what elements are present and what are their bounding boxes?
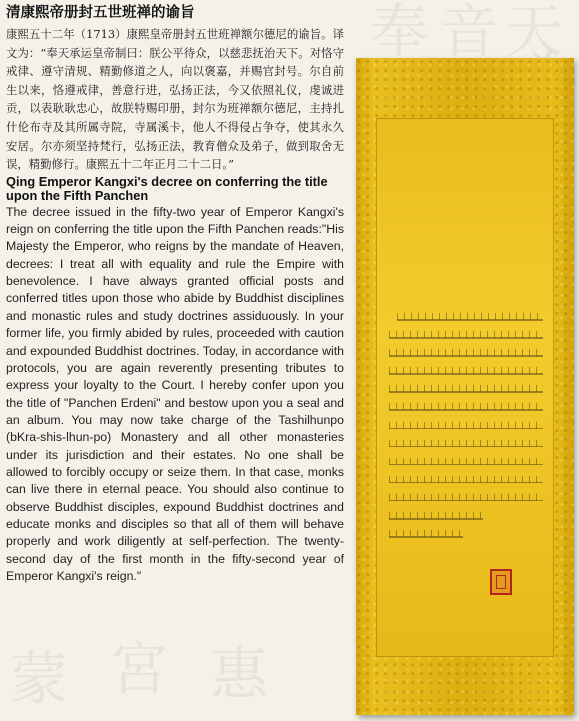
script-line <box>389 409 543 411</box>
tibetan-script-lines <box>389 319 543 554</box>
script-line <box>389 337 543 339</box>
script-line <box>389 373 543 375</box>
script-line <box>389 518 483 520</box>
chinese-body: 康熙五十二年（1713）康熙皇帝册封五世班禅额尔德尼的谕旨。译文为：“奉天承运皇帝制曰：朕公平待众，以慈悲抚治天下。对恪守戒律、遵守清规、精勤修道之人，向以褒嘉，并赐官封号。尔自前生以来，恪遵戒律，善意行进，弘扬正法，今又依照礼仪，虔诚进贡，以表耿耿忠心，故朕特赐印册，封尔为班禅额尔德尼，主持扎什伦布寺及其所属寺院，寺属溪卡，他人不得侵占争夺，使其永久安居。尔亦须坚持梵行，弘扬正法，教育僧众及弟子，做到取舍无误，精勤修行。康熙五十二年正月二十二日。” <box>6 27 344 172</box>
script-line <box>389 355 543 357</box>
script-line <box>389 391 543 393</box>
chinese-title: 清康熙帝册封五世班禅的谕旨 <box>6 5 195 21</box>
english-body: The decree issued in the fifty-two year of Emperor Kangxi's reign on conferring the title upon the Fifth Panchen reads:"His Majesty the Emperor, who reigns by the mandate of Heaven, decrees: I treat all with equality and rule the Empire with benevolence. I have always granted official posts and conferred titles upon those who abide by Buddhist disciplines and monastic rules and study doctrines assiduously. In your former life, you firmly abided by rules, proceeded with caution and expounded Buddhist doctrines. Today, in accordance with protocols, you are again reverently presenting tributes to express your loyalty to the Court. I hereby confer upon you the title of "Panchen Erdeni" and bestow upon you a seal and an album. You may now take charge of the Tashilhunpo (bKra-shis-lhun-po) Monastery and all other monasteries under its jurisdiction and their estates. No one shall be allowed to forcibly occupy or seize them. In that case, monks can live there in eternal peace. You should also continue to observe Buddhist disciples, expound Buddhist doctrines and educate monks and disciples so that all of them will behave properly and work diligently at self-perfection. The twenty-second day of the first month in the fifty-second year of Emperor Kangxi's reign." <box>6 204 344 583</box>
script-line <box>389 464 543 466</box>
script-line <box>397 319 543 321</box>
english-title: Qing Emperor Kangxi's decree on conferring the title upon the Fifth Panchen <box>6 173 328 203</box>
script-line <box>389 500 543 502</box>
decree-scroll-image <box>356 58 574 715</box>
background-calligraphy: 奉 音 天 蒙 宮 惠 <box>10 0 564 713</box>
script-line <box>389 428 543 430</box>
script-line <box>389 536 463 538</box>
text-column <box>6 4 344 585</box>
script-line <box>389 482 543 484</box>
scroll-text-panel <box>376 118 554 657</box>
red-seal-stamp <box>490 569 512 595</box>
script-line <box>389 446 543 448</box>
